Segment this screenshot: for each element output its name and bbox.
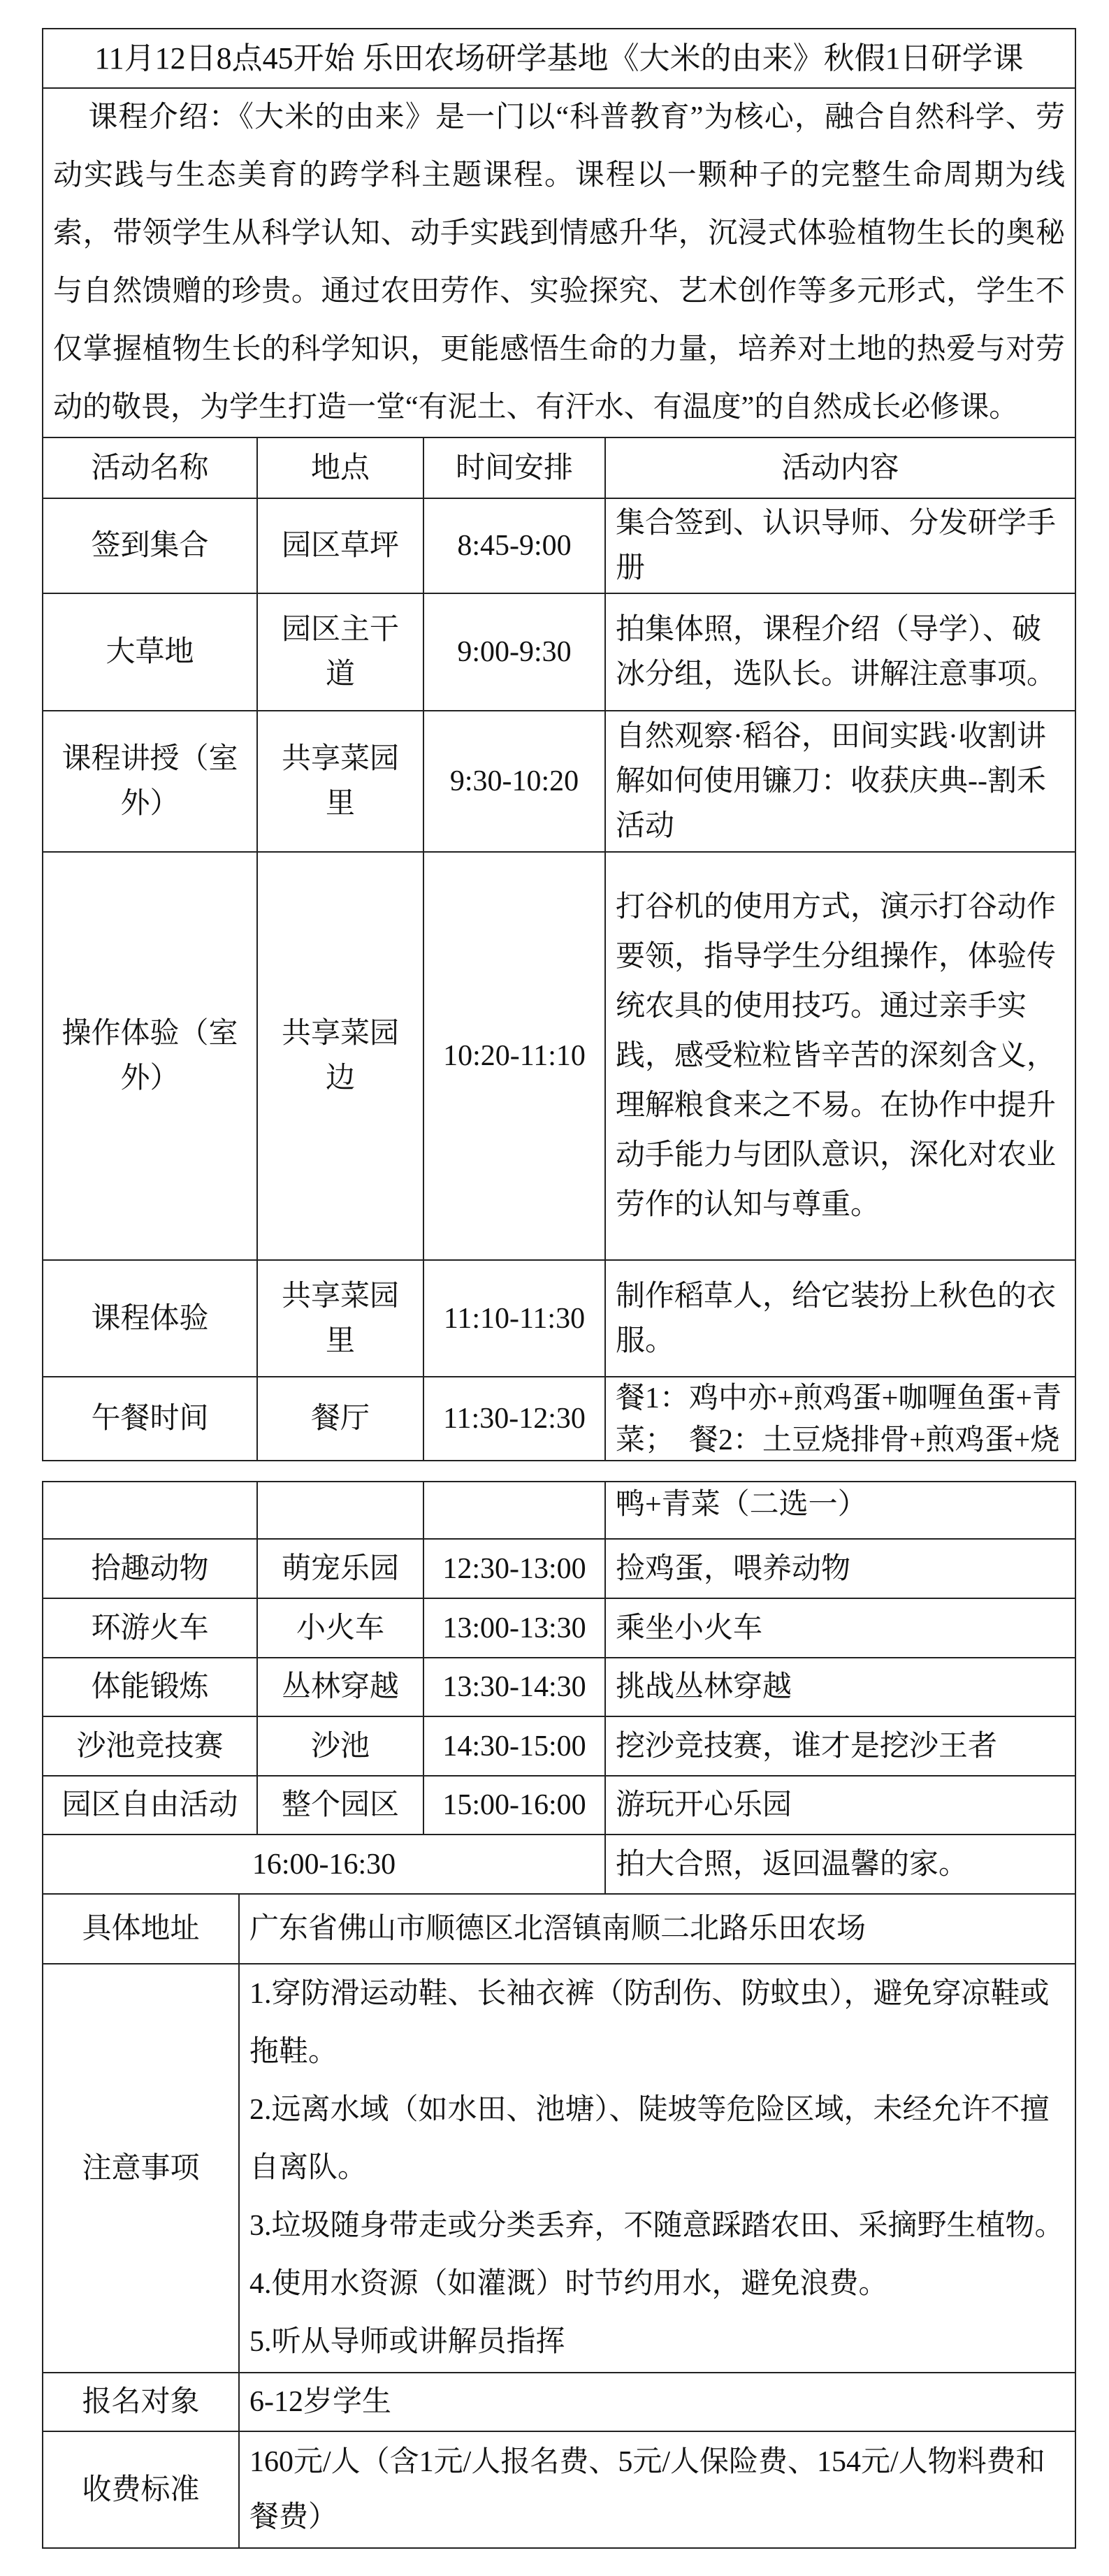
fee-row	[43, 2431, 1075, 2548]
activity-time: 13:30-14:30	[423, 1658, 605, 1716]
activity-place: 共享菜园里	[257, 1260, 423, 1377]
activity-time: 15:00-16:00	[423, 1776, 605, 1835]
table-row	[43, 1835, 1075, 1894]
activity-time: 8:45-9:00	[423, 498, 605, 593]
activity-time: 9:30-10:20	[423, 711, 605, 852]
activity-place: 园区主干道	[257, 593, 423, 711]
empty-cell	[423, 1482, 605, 1539]
activity-content: 乘坐小火车	[605, 1598, 1075, 1658]
activity-place: 丛林穿越	[257, 1658, 423, 1716]
note-item: 2.远离水域（如水田、池塘）、陡坡等危险区域，未经允许不擅自离队。	[249, 2094, 1050, 2184]
activity-name: 课程体验	[43, 1260, 257, 1377]
activity-time: 10:20-11:10	[423, 852, 605, 1260]
activity-name: 体能锻炼	[43, 1658, 257, 1716]
table-row	[43, 1539, 1075, 1598]
empty-cell	[43, 1482, 257, 1539]
activity-content: 挑战丛林穿越	[605, 1658, 1075, 1716]
address-value: 广东省佛山市顺德区北滘镇南顺二北路乐田农场	[239, 1894, 1075, 1964]
activity-time: 11:30-12:30	[423, 1377, 605, 1461]
activity-place: 沙池	[257, 1716, 423, 1776]
activity-content: 拍集体照，课程介绍（导学）、破冰分组，选队长。讲解注意事项。	[605, 593, 1075, 711]
schedule-table-page2	[42, 1481, 1076, 1895]
header-place: 地点	[257, 437, 423, 498]
fee-label: 收费标准	[43, 2431, 239, 2548]
table-row	[43, 498, 1075, 593]
course-intro: 课程介绍：《大米的由来》是一门以“科普教育”为核心，融合自然科学、劳动实践与生态美育的跨学科主题课程。课程以一颗种子的完整生命周期为线索，带领学生从科学认知、动手实践到情感升华，沉浸式体验植物生长的奥秘与自然馈赠的珍贵。通过农田劳作、实验探究、艺术创作等多元形式，学生不仅掌握植物生长的科学知识，更能感悟生命的力量，培养对土地的热爱与对劳动的敬畏，为学生打造一堂“有泥土、有汗水、有温度”的自然成长必修课。	[43, 88, 1075, 437]
note-item: 1.穿防滑运动鞋、长袖衣裤（防刮伤、防蚊虫），避免穿凉鞋或拖鞋。	[249, 1978, 1050, 2068]
table-row	[43, 1598, 1075, 1658]
activity-time: 11:10-11:30	[423, 1260, 605, 1377]
activity-name: 午餐时间	[43, 1377, 257, 1461]
activity-content: 打谷机的使用方式，演示打谷动作要领，指导学生分组操作，体验传统农具的使用技巧。通过亲手实践，感受粒粒皆辛苦的深刻含义，理解粮食来之不易。在协作中提升动手能力与团队意识，深化对农业劳作的认知与尊重。	[605, 852, 1075, 1260]
audience-value: 6-12岁学生	[239, 2373, 1075, 2431]
activity-place: 共享菜园里	[257, 711, 423, 852]
activity-name: 环游火车	[43, 1598, 257, 1658]
activity-content: 制作稻草人，给它装扮上秋色的衣服。	[605, 1260, 1075, 1377]
page-title: 11月12日8点45开始 乐田农场研学基地《大米的由来》秋假1日研学课	[43, 29, 1075, 88]
activity-name: 操作体验（室外）	[43, 852, 257, 1260]
table-row	[43, 1482, 1075, 1539]
info-table	[42, 1893, 1076, 2549]
activity-time: 9:00-9:30	[423, 593, 605, 711]
activity-name: 沙池竞技赛	[43, 1716, 257, 1776]
empty-cell	[257, 1482, 423, 1539]
table-row	[43, 1716, 1075, 1776]
activity-time: 12:30-13:00	[423, 1539, 605, 1598]
address-row	[43, 1894, 1075, 1964]
activity-name: 课程讲授（室外）	[43, 711, 257, 852]
note-item: 4.使用水资源（如灌溉）时节约用水，避免浪费。	[249, 2268, 888, 2300]
header-time: 时间安排	[423, 437, 605, 498]
activity-place: 整个园区	[257, 1776, 423, 1835]
activity-place: 小火车	[257, 1598, 423, 1658]
table-row	[43, 1658, 1075, 1716]
fee-value: 160元/人（含1元/人报名费、5元/人保险费、154元/人物料费和餐费）	[239, 2431, 1075, 2548]
table-row	[43, 593, 1075, 711]
table-row	[43, 1260, 1075, 1377]
activity-content: 游玩开心乐园	[605, 1776, 1075, 1835]
note-item: 5.听从导师或讲解员指挥	[249, 2326, 565, 2358]
header-content: 活动内容	[605, 437, 1075, 498]
audience-row	[43, 2373, 1075, 2431]
activity-content: 集合签到、认识导师、分发研学手册	[605, 498, 1075, 593]
table-row	[43, 1377, 1075, 1461]
activity-name: 拾趣动物	[43, 1539, 257, 1598]
notes-row	[43, 1964, 1075, 2373]
lunch-menu-text: 餐1：鸡中亦+煎鸡蛋+咖喱鱼蛋+青菜； 餐2：土豆烧排骨+煎鸡蛋+烧	[616, 1382, 1062, 1456]
notes-list	[239, 1964, 1075, 2373]
activity-place: 餐厅	[257, 1377, 423, 1461]
note-item: 3.垃圾随身带走或分类丢弃，不随意踩踏农田、采摘野生植物。	[249, 2210, 1064, 2242]
audience-label: 报名对象	[43, 2373, 239, 2431]
table-row	[43, 711, 1075, 852]
activity-content-continued: 鸭+青菜（二选一）	[605, 1482, 1075, 1539]
header-activity: 活动名称	[43, 437, 257, 498]
activity-place: 共享菜园边	[257, 852, 423, 1260]
address-label: 具体地址	[43, 1894, 239, 1964]
schedule-table-page1	[42, 28, 1076, 1461]
table-row	[43, 852, 1075, 1260]
activity-place: 园区草坪	[257, 498, 423, 593]
activity-content	[605, 1377, 1075, 1461]
activity-content: 捡鸡蛋，喂养动物	[605, 1539, 1075, 1598]
activity-time: 14:30-15:00	[423, 1716, 605, 1776]
activity-name: 园区自由活动	[43, 1776, 257, 1835]
activity-time: 13:00-13:30	[423, 1598, 605, 1658]
activity-content: 自然观察·稻谷，田间实践·收割讲解如何使用镰刀：收获庆典--割禾活动	[605, 711, 1075, 852]
activity-name: 大草地	[43, 593, 257, 711]
notes-label: 注意事项	[43, 1964, 239, 2373]
final-content: 拍大合照，返回温馨的家。	[605, 1835, 1075, 1894]
activity-place: 萌宠乐园	[257, 1539, 423, 1598]
activity-name: 签到集合	[43, 498, 257, 593]
activity-content: 挖沙竞技赛，谁才是挖沙王者	[605, 1716, 1075, 1776]
table-header-row	[43, 437, 1075, 498]
table-row	[43, 1776, 1075, 1835]
final-time: 16:00-16:30	[43, 1835, 605, 1894]
